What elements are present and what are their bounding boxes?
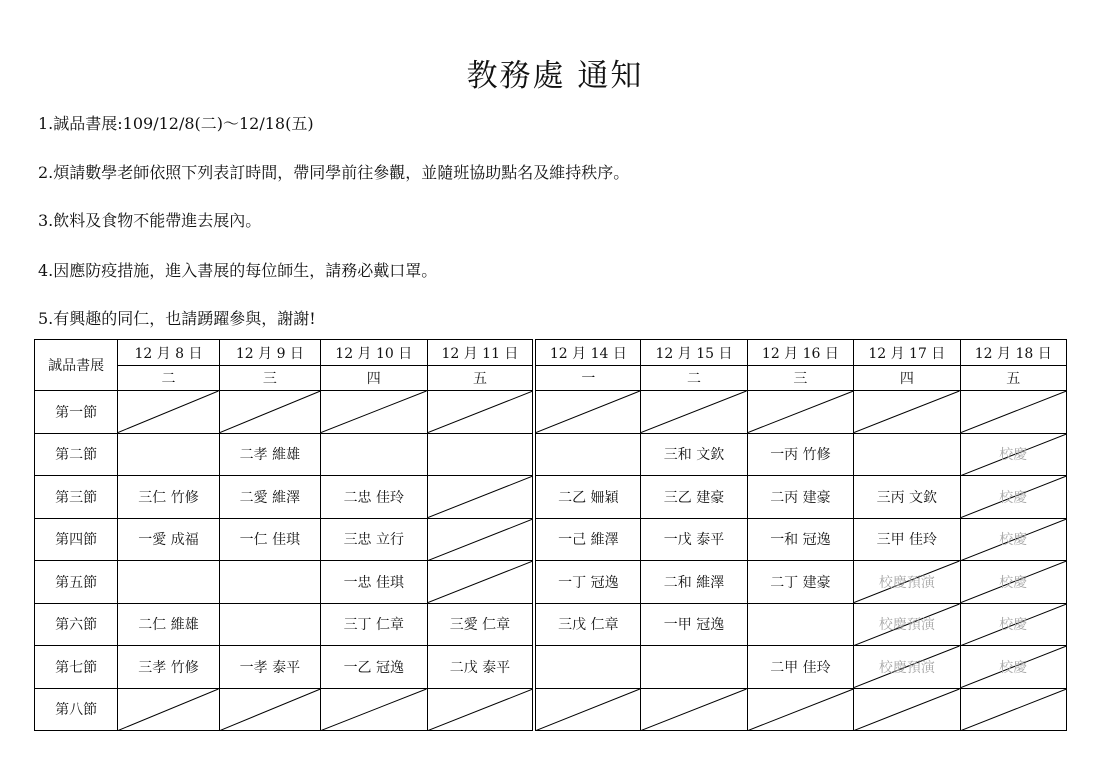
unavailable-slot <box>321 688 427 731</box>
notice-item-5: 5.有興趣的同仁，也請踴躍參與，謝謝! <box>38 309 316 328</box>
schedule-cell <box>219 518 320 561</box>
date-header: 12 月 17 日 <box>854 340 960 366</box>
schedule-cell <box>534 433 640 476</box>
schedule-cell <box>427 603 534 646</box>
schedule-cell <box>219 561 320 604</box>
class-teacher-text: 二戊 泰平 <box>449 659 511 676</box>
schedule-cell <box>219 646 320 689</box>
unavailable-slot <box>641 688 747 731</box>
schedule-cell <box>118 518 219 561</box>
class-teacher-text: 三甲 佳玲 <box>876 532 938 549</box>
schedule-cell <box>960 433 1066 476</box>
date-header: 12 月 14 日 <box>534 340 640 366</box>
schedule-cell <box>747 476 853 519</box>
weekday-header: 一 <box>534 366 640 391</box>
schedule-cell <box>321 518 427 561</box>
date-header: 12 月 16 日 <box>747 340 853 366</box>
class-teacher-text: 二愛 維澤 <box>239 489 301 506</box>
period-row <box>35 688 1067 731</box>
class-teacher-text: 一丁 冠逸 <box>558 574 619 591</box>
period-row <box>35 476 1067 519</box>
diagonal-strike-line <box>428 476 533 518</box>
class-teacher-text: 二仁 維雄 <box>138 617 199 634</box>
schedule-cell <box>960 646 1066 689</box>
class-teacher-text: 校慶 <box>999 447 1028 464</box>
class-teacher-text: 二乙 姍穎 <box>558 489 619 506</box>
schedule-cell <box>219 476 320 519</box>
class-teacher-text: 一忠 佳琪 <box>343 574 405 591</box>
table-corner-label: 誠品書展 <box>35 340 118 391</box>
diagonal-strike-line <box>641 391 746 433</box>
period-row <box>35 391 1067 434</box>
diagonal-strike-line <box>748 391 853 433</box>
class-teacher-text: 三和 文欽 <box>663 447 725 464</box>
period-row <box>35 518 1067 561</box>
schedule-cell <box>534 476 640 519</box>
diagonal-strike-line <box>536 391 640 433</box>
diagonal-strike-line <box>321 689 426 731</box>
schedule-cell <box>118 561 219 604</box>
diagonal-strike-line <box>748 689 853 731</box>
notice-item-1: 1.誠品書展:109/12/8(二)～12/18(五) <box>38 114 314 133</box>
schedule-cell <box>118 476 219 519</box>
class-teacher-text: 一孝 泰平 <box>239 659 301 676</box>
diagonal-strike-line <box>641 689 746 731</box>
schedule-cell <box>641 603 747 646</box>
schedule-cell <box>118 646 219 689</box>
class-teacher-text: 校慶 <box>999 489 1028 506</box>
class-teacher-text: 一愛 成福 <box>138 532 199 549</box>
period-row <box>35 646 1067 689</box>
class-teacher-text: 一己 維澤 <box>558 532 619 549</box>
page-title: 教務處 通知 <box>466 58 644 94</box>
period-label: 第一節 <box>35 391 118 434</box>
schedule-cell <box>960 561 1066 604</box>
diagonal-strike-line <box>854 391 959 433</box>
class-teacher-text: 三丁 仁章 <box>343 617 405 634</box>
schedule-cell <box>427 433 534 476</box>
class-teacher-text: 二甲 佳玲 <box>770 659 831 676</box>
unavailable-slot <box>427 561 534 604</box>
schedule-cell <box>534 646 640 689</box>
weekday-header: 五 <box>427 366 534 391</box>
schedule-cell <box>641 518 747 561</box>
unavailable-slot <box>321 391 427 434</box>
schedule-cell <box>321 646 427 689</box>
period-label: 第五節 <box>35 561 118 604</box>
date-header: 12 月 10 日 <box>321 340 427 366</box>
schedule-cell <box>960 603 1066 646</box>
date-header: 12 月 11 日 <box>427 340 534 366</box>
schedule-cell <box>118 603 219 646</box>
unavailable-slot <box>118 391 219 434</box>
diagonal-strike-line <box>118 391 218 433</box>
class-teacher-text: 校慶預演 <box>878 659 935 676</box>
diagonal-strike-line <box>854 689 959 731</box>
schedule-cell <box>534 603 640 646</box>
unavailable-slot <box>747 688 853 731</box>
schedule-cell <box>321 433 427 476</box>
weekday-header: 五 <box>960 366 1066 391</box>
schedule-cell <box>321 603 427 646</box>
period-label: 第三節 <box>35 476 118 519</box>
schedule-cell <box>854 603 960 646</box>
diagonal-strike-line <box>961 391 1066 433</box>
period-row <box>35 433 1067 476</box>
schedule-cell <box>854 518 960 561</box>
class-teacher-text: 三乙 建豪 <box>663 489 725 506</box>
unavailable-slot <box>960 391 1066 434</box>
unavailable-slot <box>118 688 219 731</box>
date-header: 12 月 15 日 <box>641 340 747 366</box>
notice-item-4: 4.因應防疫措施，進入書展的每位師生，請務必戴口罩。 <box>38 261 438 280</box>
schedule-cell <box>854 433 960 476</box>
weekday-header: 二 <box>641 366 747 391</box>
unavailable-slot <box>427 688 534 731</box>
unavailable-slot <box>747 391 853 434</box>
schedule-cell <box>960 476 1066 519</box>
diagonal-strike-line <box>961 689 1066 731</box>
class-teacher-text: 一丙 竹修 <box>770 447 831 464</box>
schedule-cell <box>321 561 427 604</box>
period-label: 第二節 <box>35 433 118 476</box>
date-header-row <box>35 340 1067 366</box>
period-row <box>35 603 1067 646</box>
schedule-cell <box>641 476 747 519</box>
unavailable-slot <box>534 688 640 731</box>
class-teacher-text: 三愛 仁章 <box>449 617 511 634</box>
diagonal-strike-line <box>428 561 533 603</box>
unavailable-slot <box>960 688 1066 731</box>
weekday-header: 二 <box>118 366 219 391</box>
schedule-cell <box>427 646 534 689</box>
unavailable-slot <box>219 391 320 434</box>
diagonal-strike-line <box>428 689 533 731</box>
schedule-cell <box>641 433 747 476</box>
date-header: 12 月 8 日 <box>118 340 219 366</box>
class-teacher-text: 二丙 建豪 <box>770 489 831 506</box>
class-teacher-text: 二孝 維雄 <box>239 447 301 464</box>
class-teacher-text: 一戊 泰平 <box>663 532 725 549</box>
weekday-header: 三 <box>219 366 320 391</box>
schedule-cell <box>747 518 853 561</box>
schedule-cell <box>219 433 320 476</box>
schedule-cell <box>960 518 1066 561</box>
weekday-header: 三 <box>747 366 853 391</box>
class-teacher-text: 校慶 <box>999 659 1028 676</box>
schedule-cell <box>219 603 320 646</box>
diagonal-strike-line <box>428 519 533 561</box>
schedule-cell <box>747 433 853 476</box>
notice-item-3: 3.飲料及食物不能帶進去展內。 <box>38 211 262 230</box>
unavailable-slot <box>854 688 960 731</box>
schedule-table <box>34 339 1067 731</box>
unavailable-slot <box>534 391 640 434</box>
period-label: 第四節 <box>35 518 118 561</box>
class-teacher-text: 三仁 竹修 <box>138 489 199 506</box>
notice-item-2: 2.煩請數學老師依照下列表訂時間，帶同學前往參觀，並隨班協助點名及維持秩序。 <box>38 163 630 182</box>
class-teacher-text: 二和 維澤 <box>663 574 725 591</box>
class-teacher-text: 三忠 立行 <box>343 532 405 549</box>
class-teacher-text: 校慶預演 <box>878 574 935 591</box>
diagonal-strike-line <box>118 689 218 731</box>
schedule-cell <box>854 646 960 689</box>
schedule-cell <box>854 561 960 604</box>
unavailable-slot <box>427 391 534 434</box>
diagonal-strike-line <box>220 689 320 731</box>
schedule-cell <box>321 476 427 519</box>
class-teacher-text: 三孝 竹修 <box>138 659 199 676</box>
weekday-header: 四 <box>321 366 427 391</box>
period-label: 第六節 <box>35 603 118 646</box>
unavailable-slot <box>219 688 320 731</box>
period-row <box>35 561 1067 604</box>
diagonal-strike-line <box>321 391 426 433</box>
period-label: 第七節 <box>35 646 118 689</box>
schedule-cell <box>747 561 853 604</box>
schedule-cell <box>854 476 960 519</box>
schedule-cell <box>534 561 640 604</box>
class-teacher-text: 校慶 <box>999 574 1028 591</box>
unavailable-slot <box>427 518 534 561</box>
diagonal-strike-line <box>428 391 533 433</box>
unavailable-slot <box>641 391 747 434</box>
class-teacher-text: 二忠 佳玲 <box>343 489 405 506</box>
schedule-cell <box>747 646 853 689</box>
schedule-cell <box>747 603 853 646</box>
period-label: 第八節 <box>35 688 118 731</box>
diagonal-strike-line <box>536 689 640 731</box>
schedule-cell <box>641 646 747 689</box>
class-teacher-text: 三丙 文欽 <box>876 489 938 506</box>
weekday-header: 四 <box>854 366 960 391</box>
class-teacher-text: 校慶 <box>999 532 1028 549</box>
class-teacher-text: 一和 冠逸 <box>770 532 831 549</box>
schedule-cell <box>534 518 640 561</box>
unavailable-slot <box>427 476 534 519</box>
unavailable-slot <box>854 391 960 434</box>
diagonal-strike-line <box>220 391 320 433</box>
schedule-cell <box>118 433 219 476</box>
date-header: 12 月 9 日 <box>219 340 320 366</box>
class-teacher-text: 三戊 仁章 <box>558 617 619 634</box>
class-teacher-text: 校慶預演 <box>878 617 935 634</box>
class-teacher-text: 校慶 <box>999 617 1028 634</box>
class-teacher-text: 一仁 佳琪 <box>239 532 301 549</box>
weekday-header-row <box>35 366 1067 391</box>
class-teacher-text: 二丁 建豪 <box>770 574 831 591</box>
date-header: 12 月 18 日 <box>960 340 1066 366</box>
schedule-cell <box>641 561 747 604</box>
class-teacher-text: 一乙 冠逸 <box>343 659 405 676</box>
class-teacher-text: 一甲 冠逸 <box>663 617 725 634</box>
